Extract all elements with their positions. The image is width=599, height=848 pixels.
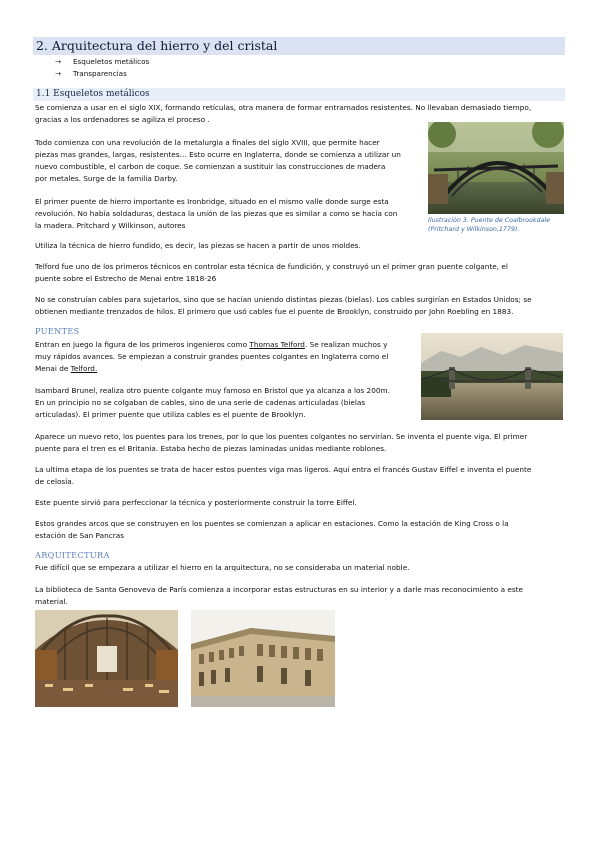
paragraph-line: revolución. No había soldaduras, destaca la unión de las piezas que es similar a como se hacía con (35, 209, 398, 218)
list-item: → Transparencias (55, 69, 127, 78)
paragraph-line: Utiliza la técnica de hierro fundido, es decir, las piezas se hacen a partir de unos moldes. (35, 241, 361, 250)
paragraph-line: Estos grandes arcos que se construyen en los puentes se comienzan a aplicar en estaciones. Como la estación de King Cross o la (35, 519, 509, 528)
telford-link: Thomas Telford (249, 340, 305, 349)
list-item: → Esqueletos metálicos (55, 57, 150, 66)
paragraph-line: piezas mas grandes, largas, resistentes… Esto ocurre en Inglaterra, donde se comienza a utilizar un (35, 150, 401, 159)
paragraph-line: Fue difícil que se empezara a utilizar el hierro en la arquitectura, no se consideraba un material noble. (35, 563, 410, 572)
paragraph-line: Entran en juego la figura de los primeros ingenieros como Thomas Telford. Se realizan muchos y (35, 340, 388, 349)
paragraph-line: gracias a los ordenadores se agiliza el proceso . (35, 115, 210, 124)
paragraph-line: estación de San Pancras (35, 531, 125, 540)
paragraph-line: Todo comienza con una revolución de la metalurgia a finales del siglo XVIII, que permite hacer (35, 138, 380, 147)
paragraph-line: la madera. Pritchard y Wilkinson, autores (35, 221, 186, 230)
paragraph-line: Isambard Brunel, realiza otro puente colgante muy famoso en Bristol que ya alcanza a los 200m. (35, 386, 390, 395)
arrow-icon: → (55, 57, 62, 66)
telford-link: Telford. (70, 364, 98, 373)
paragraph-line: El primer puente de hierro importante es Ironbridge, situado en el mismo valle donde surge esta (35, 197, 389, 206)
paragraph-line: puente sobre el Estrecho de Menai entre 1818-26 (35, 274, 217, 283)
paragraph-line: obtienen mediante trenzados de hilos. El primero que usó cables fue el puente de Brooklyn, construido por John Roebling en 1883. (35, 307, 514, 316)
library-interior-photo (35, 610, 178, 707)
paragraph-line: puente para el tren es el Britania. Estaba hecho de piezas laminadas unidas mediante roblones. (35, 444, 387, 453)
section-heading: 1.1 Esqueletos metálicos (36, 89, 150, 99)
paragraph-line: de celosía. (35, 477, 75, 486)
arrow-icon: → (55, 69, 62, 78)
paragraph-line: nuevo combustible, el carbon de coque. Se comienzan a sustituir las construcciones de madera (35, 162, 386, 171)
paragraph-line: por metales. Surge de la familia Darby. (35, 174, 178, 183)
ironbridge-photo (428, 122, 564, 214)
section-label-arquitectura: ARQUITECTURA (35, 550, 110, 560)
paragraph-line: material. (35, 597, 68, 606)
paragraph-line: Menai de Telford. (35, 364, 98, 373)
page-title: 2. Arquitectura del hierro y del cristal (36, 38, 278, 53)
menai-bridge-photo (421, 333, 563, 420)
paragraph-line: No se construían cables para sujetarlos, sino que se hacían uniendo distintas piezas (bielas). Los cables surgirían en Estados Unidos; se (35, 295, 532, 304)
bullet-list (55, 56, 149, 80)
paragraph-line: Este puente sirvió para perfeccionar la técnica y posteriormente construir la torre Eiffel. (35, 498, 357, 507)
paragraph-line: La ultima etapa de los puentes se trata de hacer estos puentes viga mas ligeros. Aquí entra el francés Gustav Eiffel e inventa el puente (35, 465, 532, 474)
paragraph-line: Se comienza a usar en el siglo XIX, formando retículas, otra manera de formar entramados resistentes. No llevaban demasiado tiempo, (35, 103, 532, 112)
figure-caption: Ilustración 3. Puente de Coalbrookdale (Pritchard y Wilkinson,1779). (428, 217, 551, 233)
paragraph-line: muy rápidos avances. Se empiezan a construir grandes puentes colgantes en Inglaterra como el (35, 352, 389, 361)
paragraph-line: Telford fue uno de los primeros técnicos en controlar esta técnica de fundición, y construyó un el primer gran puente colgante, el (35, 262, 508, 271)
paragraph-line: articuladas). El primer puente que utiliza cables es el puente de Brooklyn. (35, 410, 306, 419)
paragraph-line: La biblioteca de Santa Genoveva de París comienza a incorporar estas estructuras en su interior y a darle mas reconocimiento a este (35, 585, 524, 594)
paragraph-line: En un principio no se colgaban de cables, sino de una serie de cadenas articuladas (bielas (35, 398, 366, 407)
library-exterior-photo (191, 610, 335, 707)
section-label-puentes: PUENTES (35, 326, 80, 336)
paragraph-line: Aparece un nuevo reto, los puentes para los trenes, por lo que los puentes colgantes no servirían. Se inventa el puente viga. El primer (35, 432, 528, 441)
